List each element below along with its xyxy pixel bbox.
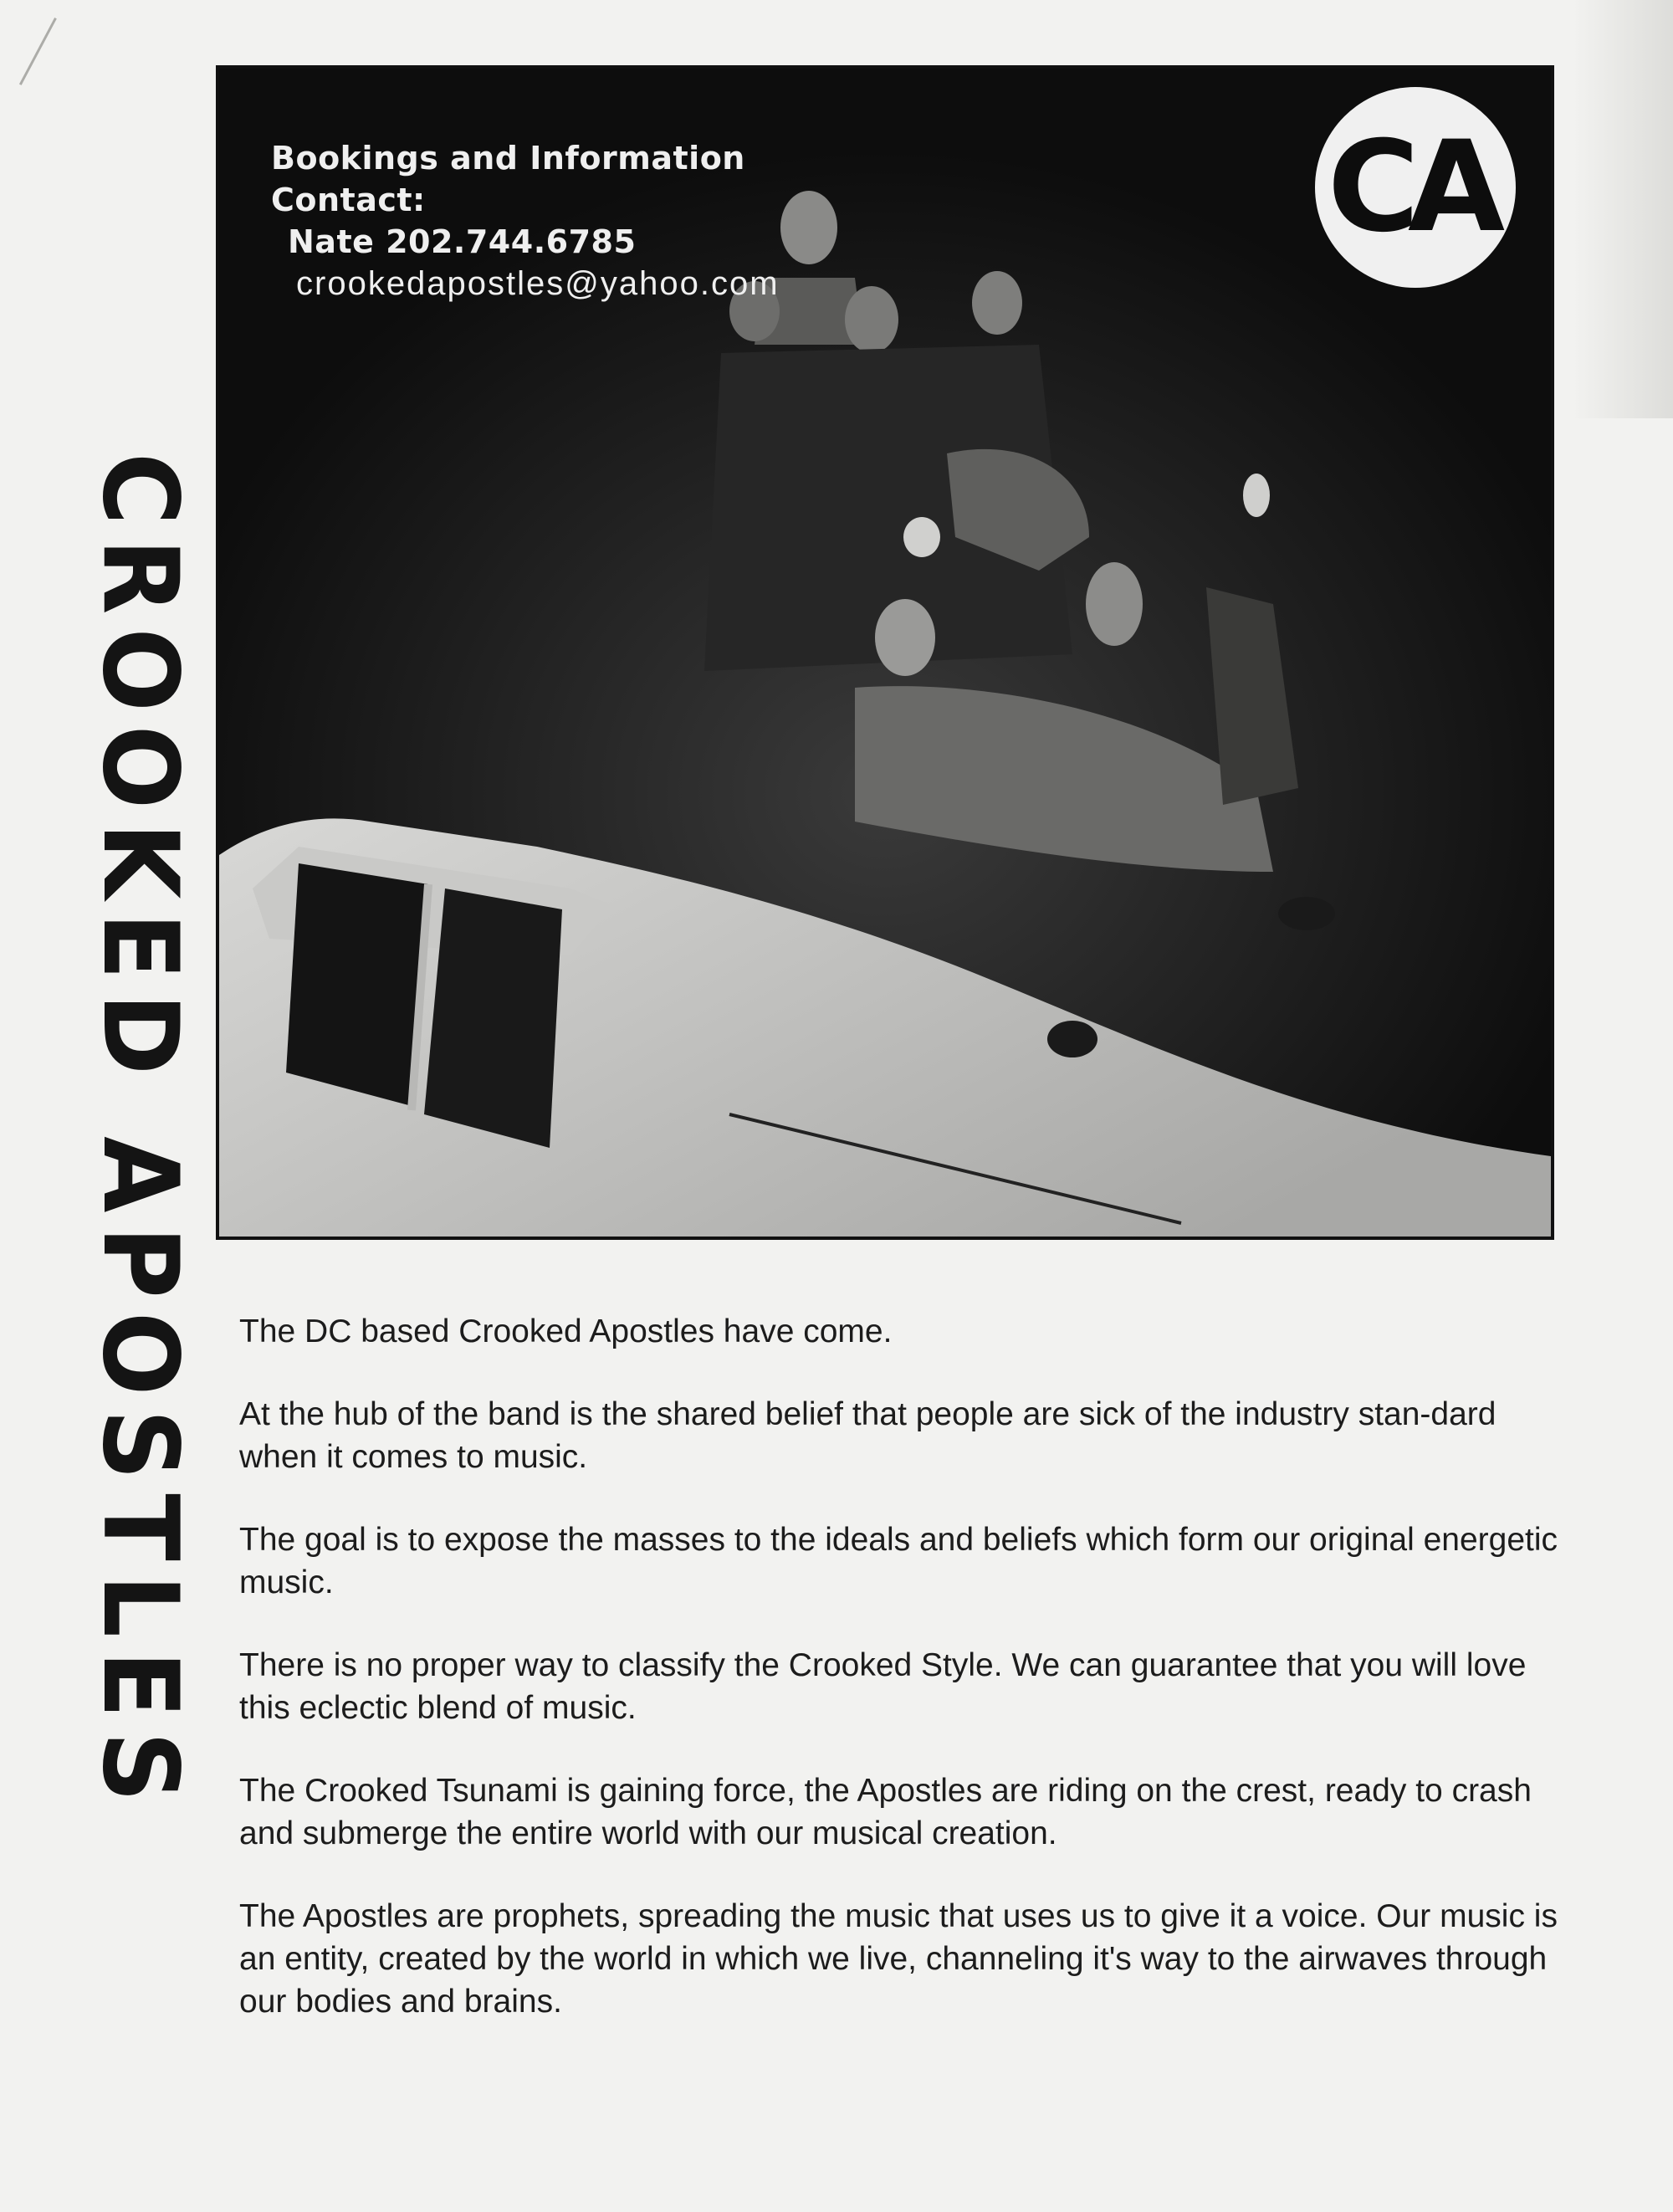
band-logo	[1315, 87, 1516, 288]
paragraph-tsunami: The Crooked Tsunami is gaining force, the Apostles are riding on the crest, ready to crash and submerge the entire world with our musical creation.	[239, 1773, 1532, 1851]
bookings-heading: Bookings and Information	[271, 140, 745, 177]
contact-email: crookedapostles@yahoo.com	[296, 265, 780, 302]
paper-edge-shadow	[1573, 0, 1673, 418]
paragraph-belief: At the hub of the band is the shared belief that people are sick of the industry stan-dard when it comes to music.	[239, 1396, 1496, 1475]
vertical-band-title	[79, 80, 202, 2189]
car-window-front	[286, 863, 428, 1106]
paragraph-style: There is no proper way to classify the Crooked Style. We can guarantee that you will love this eclectic blend of music.	[239, 1647, 1527, 1726]
vertical-band-title-text: CROOKED APOSTLES	[79, 453, 202, 1816]
booking-contact-block	[271, 137, 780, 305]
paragraph-goal: The goal is to expose the masses to the ideals and beliefs which form our original energetic music.	[239, 1522, 1558, 1600]
paragraph-intro: The DC based Crooked Apostles have come.	[239, 1313, 893, 1349]
band-description	[239, 1310, 1561, 2063]
paragraph-prophets: The Apostles are prophets, spreading the music that uses us to give it a voice. Our music is an entity, created by the world in which we live, channeling it's way to the airwaves through our bodies and brains.	[239, 1898, 1558, 2020]
contact-label: Contact:	[271, 182, 426, 218]
contact-phone: Nate 202.744.6785	[288, 223, 637, 260]
car-window-back	[424, 888, 562, 1148]
band-photo	[216, 65, 1554, 1240]
staple-mark	[0, 3, 57, 85]
band-logo-text: CA	[1327, 115, 1494, 260]
